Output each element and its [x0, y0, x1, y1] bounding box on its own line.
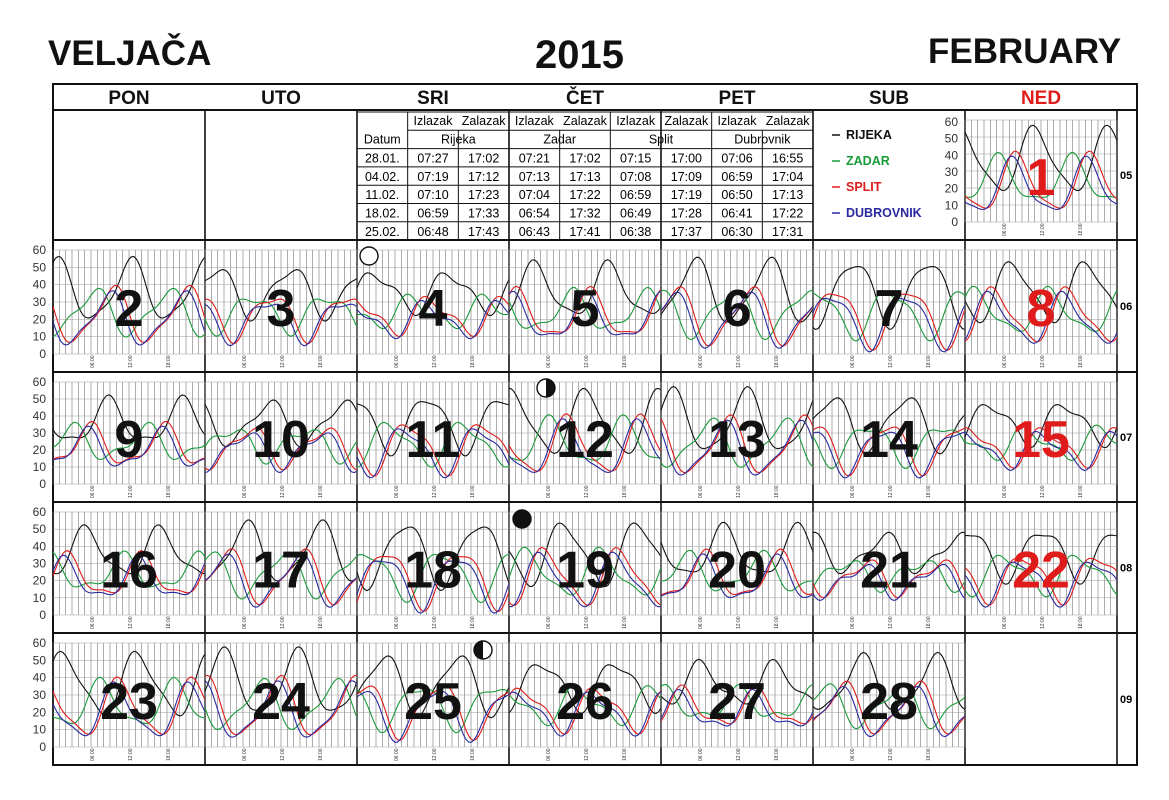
y-tick-label: 60: [32, 505, 46, 519]
y-tick-label: 40: [32, 277, 46, 292]
y-tick-label: 10: [32, 329, 46, 344]
time-label: 06:00: [242, 748, 248, 761]
day-number: 19: [556, 541, 614, 600]
time-label: 18:00: [774, 616, 780, 629]
date-cell: 11.02.: [365, 188, 400, 203]
time-label: 18:00: [1078, 616, 1084, 629]
y-tick-label: 40: [944, 148, 958, 163]
time-label: 18:00: [1078, 355, 1084, 368]
time-label: 18:00: [622, 748, 628, 761]
y-tick-label: 0: [39, 477, 46, 491]
y-tick-label: 20: [32, 705, 46, 720]
time-label: 18:00: [622, 616, 628, 629]
day-number: 8: [1026, 280, 1056, 338]
time-label: 12:00: [1040, 355, 1046, 368]
y-tick-label: 30: [32, 426, 46, 440]
y-tick-label: 10: [32, 722, 46, 737]
time-label: 06:00: [394, 355, 400, 368]
time-label: 18:00: [774, 485, 780, 498]
time-label: 06:00: [1002, 223, 1008, 236]
time-cell: 17:32: [569, 206, 601, 221]
time-label: 12:00: [128, 748, 134, 761]
time-label: 12:00: [888, 616, 894, 629]
time-cell: 07:06: [721, 151, 753, 166]
time-label: 06:00: [850, 748, 856, 761]
time-label: 18:00: [166, 485, 172, 498]
time-label: 06:00: [1002, 616, 1008, 629]
time-label: 06:00: [850, 485, 856, 498]
day-number: 23: [100, 673, 158, 731]
weekday-label: SRI: [417, 88, 449, 109]
zalazak-header: Zalazak: [664, 114, 709, 128]
day-number: 11: [405, 411, 461, 469]
day-number: 16: [100, 541, 158, 600]
time-cell: 06:50: [721, 188, 753, 203]
time-label: 06:00: [394, 485, 400, 498]
y-tick-label: 20: [32, 573, 46, 588]
time-label: 12:00: [1040, 616, 1046, 629]
time-cell: 17:22: [569, 188, 601, 203]
time-label: 18:00: [318, 485, 324, 498]
day-number: 20: [708, 541, 766, 600]
time-label: 12:00: [584, 355, 590, 368]
time-label: 18:00: [926, 616, 932, 629]
time-label: 06:00: [90, 748, 96, 761]
time-label: 06:00: [394, 748, 400, 761]
day-number: 2: [114, 280, 144, 338]
time-cell: 17:33: [468, 206, 500, 221]
y-tick-label: 0: [951, 215, 958, 229]
time-cell: 06:38: [620, 224, 652, 239]
time-label: 18:00: [926, 485, 932, 498]
time-label: 12:00: [1040, 485, 1046, 498]
time-cell: 17:31: [772, 224, 804, 239]
y-tick-label: 40: [32, 409, 46, 423]
time-label: 12:00: [128, 485, 134, 498]
y-tick-label: 30: [32, 556, 46, 571]
time-cell: 07:13: [518, 169, 550, 184]
time-label: 18:00: [166, 616, 172, 629]
y-tick-label: 50: [944, 131, 958, 146]
day-number: 24: [252, 673, 310, 731]
time-label: 18:00: [470, 355, 476, 368]
time-label: 12:00: [280, 485, 286, 498]
time-cell: 06:54: [518, 206, 550, 221]
day-number: 18: [404, 541, 462, 600]
y-tick-label: 60: [944, 115, 958, 129]
time-cell: 17:23: [468, 188, 500, 203]
time-cell: 17:04: [772, 169, 804, 184]
y-tick-label: 60: [32, 636, 46, 650]
time-label: 12:00: [888, 748, 894, 761]
time-cell: 17:37: [670, 224, 702, 239]
city-header: Dubrovnik: [734, 132, 791, 147]
time-label: 06:00: [698, 485, 704, 498]
day-number: 5: [570, 280, 600, 338]
full-moon-icon: [360, 247, 378, 265]
day-number: 22: [1012, 541, 1070, 600]
izlazak-header: Izlazak: [413, 114, 453, 128]
weekday-label: NED: [1020, 88, 1062, 109]
time-label: 12:00: [280, 355, 286, 368]
time-label: 18:00: [1078, 485, 1084, 498]
weekday-label: UTO: [261, 88, 301, 109]
time-label: 06:00: [850, 355, 856, 368]
time-label: 12:00: [736, 355, 742, 368]
date-cell: 28.01.: [364, 151, 400, 166]
zalazak-header: Zalazak: [765, 114, 810, 128]
time-cell: 06:59: [417, 206, 449, 221]
y-tick-label: 30: [32, 295, 46, 309]
time-label: 06:00: [1002, 485, 1008, 498]
time-label: 06:00: [1002, 355, 1008, 368]
week-number: 05: [1120, 170, 1133, 182]
legend-label: DUBROVNIK: [846, 206, 922, 220]
time-cell: 07:04: [518, 188, 550, 203]
time-label: 06:00: [546, 355, 552, 368]
month-title-croatian: VELJAČA: [48, 34, 212, 73]
day-number: 9: [114, 411, 144, 469]
time-label: 06:00: [394, 616, 400, 629]
time-cell: 17:43: [468, 224, 500, 239]
day-number: 7: [874, 280, 904, 338]
datum-header: Datum: [363, 132, 401, 147]
time-label: 12:00: [888, 355, 894, 368]
zalazak-header: Zalazak: [461, 114, 506, 128]
time-label: 18:00: [166, 748, 172, 761]
legend-label: RIJEKA: [846, 128, 892, 142]
time-cell: 16:55: [772, 151, 804, 166]
time-cell: 17:41: [569, 224, 601, 239]
izlazak-header: Izlazak: [514, 114, 554, 128]
y-tick-label: 10: [944, 198, 958, 213]
time-label: 12:00: [128, 355, 134, 368]
time-label: 06:00: [698, 616, 704, 629]
time-label: 06:00: [546, 616, 552, 629]
time-label: 18:00: [926, 355, 932, 368]
time-cell: 17:02: [569, 151, 601, 166]
y-tick-label: 40: [32, 539, 46, 554]
time-label: 18:00: [470, 616, 476, 629]
week-number: 07: [1120, 432, 1133, 444]
y-tick-label: 60: [32, 375, 46, 389]
time-cell: 06:30: [721, 224, 753, 239]
y-tick-label: 20: [944, 181, 958, 196]
time-label: 18:00: [470, 485, 476, 498]
time-label: 12:00: [584, 485, 590, 498]
weekday-label: ČET: [566, 88, 604, 109]
time-cell: 07:08: [620, 169, 652, 184]
y-tick-label: 60: [32, 243, 46, 257]
month-title-english: FEBRUARY: [928, 32, 1122, 71]
week-number: 08: [1120, 562, 1133, 575]
time-label: 18:00: [622, 485, 628, 498]
time-label: 12:00: [584, 616, 590, 629]
y-tick-label: 10: [32, 590, 46, 605]
time-label: 06:00: [242, 355, 248, 368]
day-number: 1: [1026, 149, 1056, 207]
y-tick-label: 50: [32, 260, 46, 275]
time-label: 06:00: [90, 616, 96, 629]
day-number: 21: [860, 541, 918, 600]
y-tick-label: 50: [32, 392, 46, 406]
time-label: 18:00: [318, 748, 324, 761]
date-cell: 25.02.: [364, 224, 400, 239]
time-cell: 06:49: [620, 206, 652, 221]
time-label: 06:00: [90, 485, 96, 498]
day-number: 3: [266, 280, 296, 338]
date-cell: 18.02.: [364, 206, 400, 221]
time-label: 06:00: [242, 485, 248, 498]
time-label: 18:00: [470, 748, 476, 761]
time-label: 18:00: [774, 355, 780, 368]
day-number: 17: [252, 541, 310, 600]
day-number: 25: [404, 673, 462, 731]
time-label: 12:00: [584, 748, 590, 761]
zalazak-header: Zalazak: [563, 114, 607, 128]
y-tick-label: 50: [32, 653, 46, 668]
weekday-label: SUB: [868, 88, 910, 109]
day-number: 27: [708, 673, 766, 731]
day-number: 4: [418, 280, 448, 338]
time-cell: 07:15: [620, 151, 652, 166]
time-cell: 06:41: [721, 206, 753, 221]
moon-shade: [474, 641, 483, 659]
time-label: 12:00: [432, 748, 438, 761]
y-tick-label: 50: [32, 522, 46, 537]
day-number: 15: [1012, 411, 1070, 469]
time-label: 18:00: [774, 748, 780, 761]
time-label: 12:00: [736, 748, 742, 761]
time-label: 06:00: [698, 748, 704, 761]
time-label: 12:00: [280, 748, 286, 761]
y-tick-label: 0: [39, 740, 46, 754]
time-label: 12:00: [736, 485, 742, 498]
time-label: 06:00: [546, 748, 552, 761]
day-number: 26: [556, 673, 614, 731]
day-number: 13: [708, 411, 766, 469]
time-label: 06:00: [698, 355, 704, 368]
time-cell: 07:27: [417, 151, 449, 166]
day-number: 14: [860, 411, 918, 469]
day-number: 6: [722, 280, 752, 338]
time-label: 18:00: [926, 748, 932, 761]
time-cell: 06:59: [620, 188, 652, 203]
city-header: Zadar: [543, 132, 576, 147]
y-tick-label: 10: [32, 460, 46, 474]
day-number: 28: [860, 673, 918, 731]
year-title: 2015: [535, 33, 624, 77]
time-cell: 06:43: [518, 224, 550, 239]
time-label: 06:00: [90, 355, 96, 368]
time-cell: 17:22: [772, 206, 804, 221]
time-label: 18:00: [166, 355, 172, 368]
time-cell: 06:59: [721, 169, 753, 184]
time-label: 06:00: [546, 485, 552, 498]
time-label: 18:00: [1078, 223, 1084, 236]
time-cell: 17:12: [468, 169, 500, 184]
izlazak-header: Izlazak: [717, 114, 757, 128]
time-cell: 07:10: [417, 188, 449, 203]
week-number: 06: [1120, 301, 1133, 313]
week-number: 09: [1120, 694, 1133, 706]
y-tick-label: 30: [944, 165, 958, 179]
day-number: 12: [556, 411, 614, 469]
city-header: Split: [648, 132, 674, 147]
time-label: 12:00: [432, 616, 438, 629]
time-cell: 06:48: [417, 224, 449, 239]
time-label: 06:00: [242, 616, 248, 629]
time-cell: 17:00: [670, 151, 702, 166]
time-cell: 07:21: [518, 151, 550, 166]
weekday-label: PET: [718, 88, 756, 109]
time-label: 12:00: [280, 616, 286, 629]
time-label: 12:00: [432, 485, 438, 498]
y-tick-label: 0: [39, 608, 46, 622]
date-cell: 04.02.: [364, 169, 400, 184]
time-label: 12:00: [432, 355, 438, 368]
new-moon-icon: [513, 510, 531, 528]
time-label: 12:00: [1040, 223, 1046, 236]
izlazak-header: Izlazak: [616, 114, 656, 128]
time-label: 06:00: [850, 616, 856, 629]
time-label: 12:00: [128, 616, 134, 629]
city-header: Rijeka: [440, 132, 476, 147]
time-cell: 17:28: [670, 206, 702, 221]
weekday-label: PON: [108, 88, 150, 109]
y-tick-label: 20: [32, 443, 46, 457]
y-tick-label: 20: [32, 312, 46, 327]
legend-label: ZADAR: [846, 154, 890, 168]
legend-label: SPLIT: [846, 180, 882, 194]
time-cell: 17:19: [670, 188, 702, 203]
time-label: 12:00: [888, 485, 894, 498]
y-tick-label: 0: [39, 347, 46, 361]
time-cell: 17:02: [468, 151, 500, 166]
moon-shade: [546, 379, 555, 397]
time-cell: 17:13: [772, 188, 804, 203]
time-label: 18:00: [318, 616, 324, 629]
time-label: 18:00: [622, 355, 628, 368]
day-number: 10: [252, 411, 310, 469]
y-tick-label: 40: [32, 670, 46, 685]
time-cell: 17:13: [569, 169, 601, 184]
time-label: 12:00: [736, 616, 742, 629]
y-tick-label: 30: [32, 688, 46, 702]
time-cell: 07:19: [417, 169, 449, 184]
time-cell: 17:09: [670, 169, 702, 184]
time-label: 18:00: [318, 355, 324, 368]
